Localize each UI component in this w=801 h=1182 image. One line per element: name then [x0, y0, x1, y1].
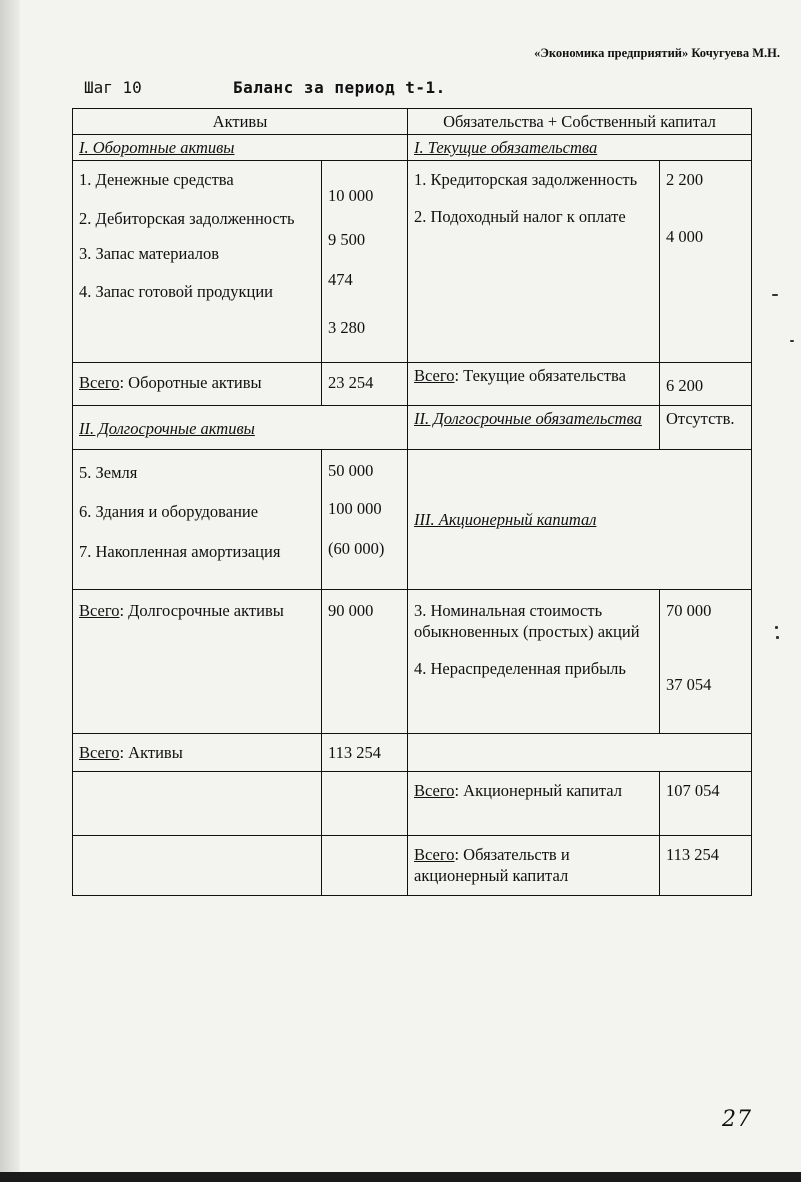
longterm-assets-labels	[73, 450, 322, 590]
total-equity-label: Всего: Акционерный капитал	[408, 772, 660, 836]
running-header: «Экономика предприятий» Кочугуева М.Н.	[534, 46, 780, 60]
total-liabilities-equity-row	[73, 836, 752, 896]
equity-labels	[408, 590, 660, 734]
total-equity-row	[73, 772, 752, 836]
lta-item-7-label: 7. Накопленная амортизация	[79, 542, 281, 561]
current-assets-labels	[73, 161, 322, 363]
cl-item-2-label: 2. Подоходный налог к оплате	[414, 207, 626, 226]
total-equity-value: 107 054	[660, 772, 752, 836]
section-longterm-liabilities: II. Долгосрочные обязательства	[408, 406, 660, 450]
cl-item-1-label: 1. Кредиторская задолженность	[414, 170, 638, 189]
total-longterm-assets-label: Всего: Долгосрочные активы	[73, 590, 322, 734]
ca-item-1-value: 10 000	[328, 186, 374, 205]
total-current-assets-value: 23 254	[322, 363, 408, 406]
step-label: Шаг 10	[84, 78, 142, 97]
cl-item-1-value: 2 200	[666, 170, 704, 189]
equity-items-row	[73, 590, 752, 734]
empty-cell	[322, 772, 408, 836]
total-assets-value: 113 254	[322, 734, 408, 772]
longterm-liabilities-value: Отсутств.	[660, 406, 752, 450]
empty-cell	[322, 836, 408, 896]
longterm-items-row	[73, 450, 752, 590]
scan-mark	[790, 340, 794, 342]
current-items-row	[73, 161, 752, 363]
scan-mark	[776, 636, 779, 639]
equity-values	[660, 590, 752, 734]
page-edge-shadow	[0, 0, 20, 1182]
ca-item-4-value: 3 280	[328, 318, 366, 337]
ca-item-1-label: 1. Денежные средства	[79, 170, 234, 189]
assets-header: Активы	[73, 109, 408, 135]
liabilities-header: Обязательства + Собственный капитал	[408, 109, 752, 135]
lta-item-5-label: 5. Земля	[79, 463, 138, 482]
section-longterm-assets: II. Долгосрочные активы	[73, 406, 408, 450]
section-ii-row	[73, 406, 752, 450]
current-totals-row	[73, 363, 752, 406]
lta-item-5-value: 50 000	[328, 461, 374, 480]
current-assets-values	[322, 161, 408, 363]
eq-item-4-value: 37 054	[666, 675, 712, 694]
ca-item-2-value: 9 500	[328, 230, 366, 249]
eq-item-3-value: 70 000	[666, 601, 712, 620]
empty-cell	[73, 772, 322, 836]
total-assets-row	[73, 734, 752, 772]
scan-mark	[772, 294, 778, 296]
total-liabilities-equity-value: 113 254	[660, 836, 752, 896]
ca-item-2-label: 2. Дебиторская задолженность	[79, 209, 295, 228]
lta-item-6-label: 6. Здания и оборудование	[79, 502, 259, 521]
total-current-liabilities-label: Всего: Текущие обязательства	[408, 363, 660, 406]
empty-cell	[408, 734, 752, 772]
scan-mark	[775, 626, 778, 629]
lta-item-6-value: 100 000	[328, 499, 382, 518]
empty-cell	[73, 836, 322, 896]
ca-item-3-label: 3. Запас материалов	[79, 244, 220, 263]
ca-item-4-label: 4. Запас готовой продукции	[79, 282, 273, 301]
handwritten-page-number: 27	[722, 1107, 752, 1132]
total-current-assets-label: Всего: Оборотные активы	[73, 363, 322, 406]
total-liabilities-equity-label: Всего: Обязательств и акционерный капитал	[408, 836, 660, 896]
eq-item-4-label: 4. Нераспределенная прибыль	[414, 659, 626, 678]
section-current-assets: I. Оборотные активы	[73, 135, 408, 161]
current-liabilities-labels	[408, 161, 660, 363]
current-liabilities-values	[660, 161, 752, 363]
cl-item-2-value: 4 000	[666, 227, 704, 246]
section-current-liabilities: I. Текущие обязательства	[408, 135, 752, 161]
scan-bottom-edge	[0, 1172, 801, 1182]
eq-item-3-label: 3. Номинальная стоимость обыкновенных (простых) акций	[414, 601, 640, 641]
longterm-assets-values	[322, 450, 408, 590]
total-assets-label: Всего: Активы	[73, 734, 322, 772]
total-longterm-assets-value: 90 000	[322, 590, 408, 734]
ca-item-3-value: 474	[328, 270, 353, 289]
lta-item-7-value: (60 000)	[328, 539, 385, 558]
balance-table	[72, 108, 752, 896]
header-row	[73, 109, 752, 135]
balance-title: Баланс за период t-1.	[233, 78, 446, 97]
section-i-row	[73, 135, 752, 161]
section-equity: III. Акционерный капитал	[408, 450, 752, 590]
total-current-liabilities-value: 6 200	[660, 363, 752, 406]
